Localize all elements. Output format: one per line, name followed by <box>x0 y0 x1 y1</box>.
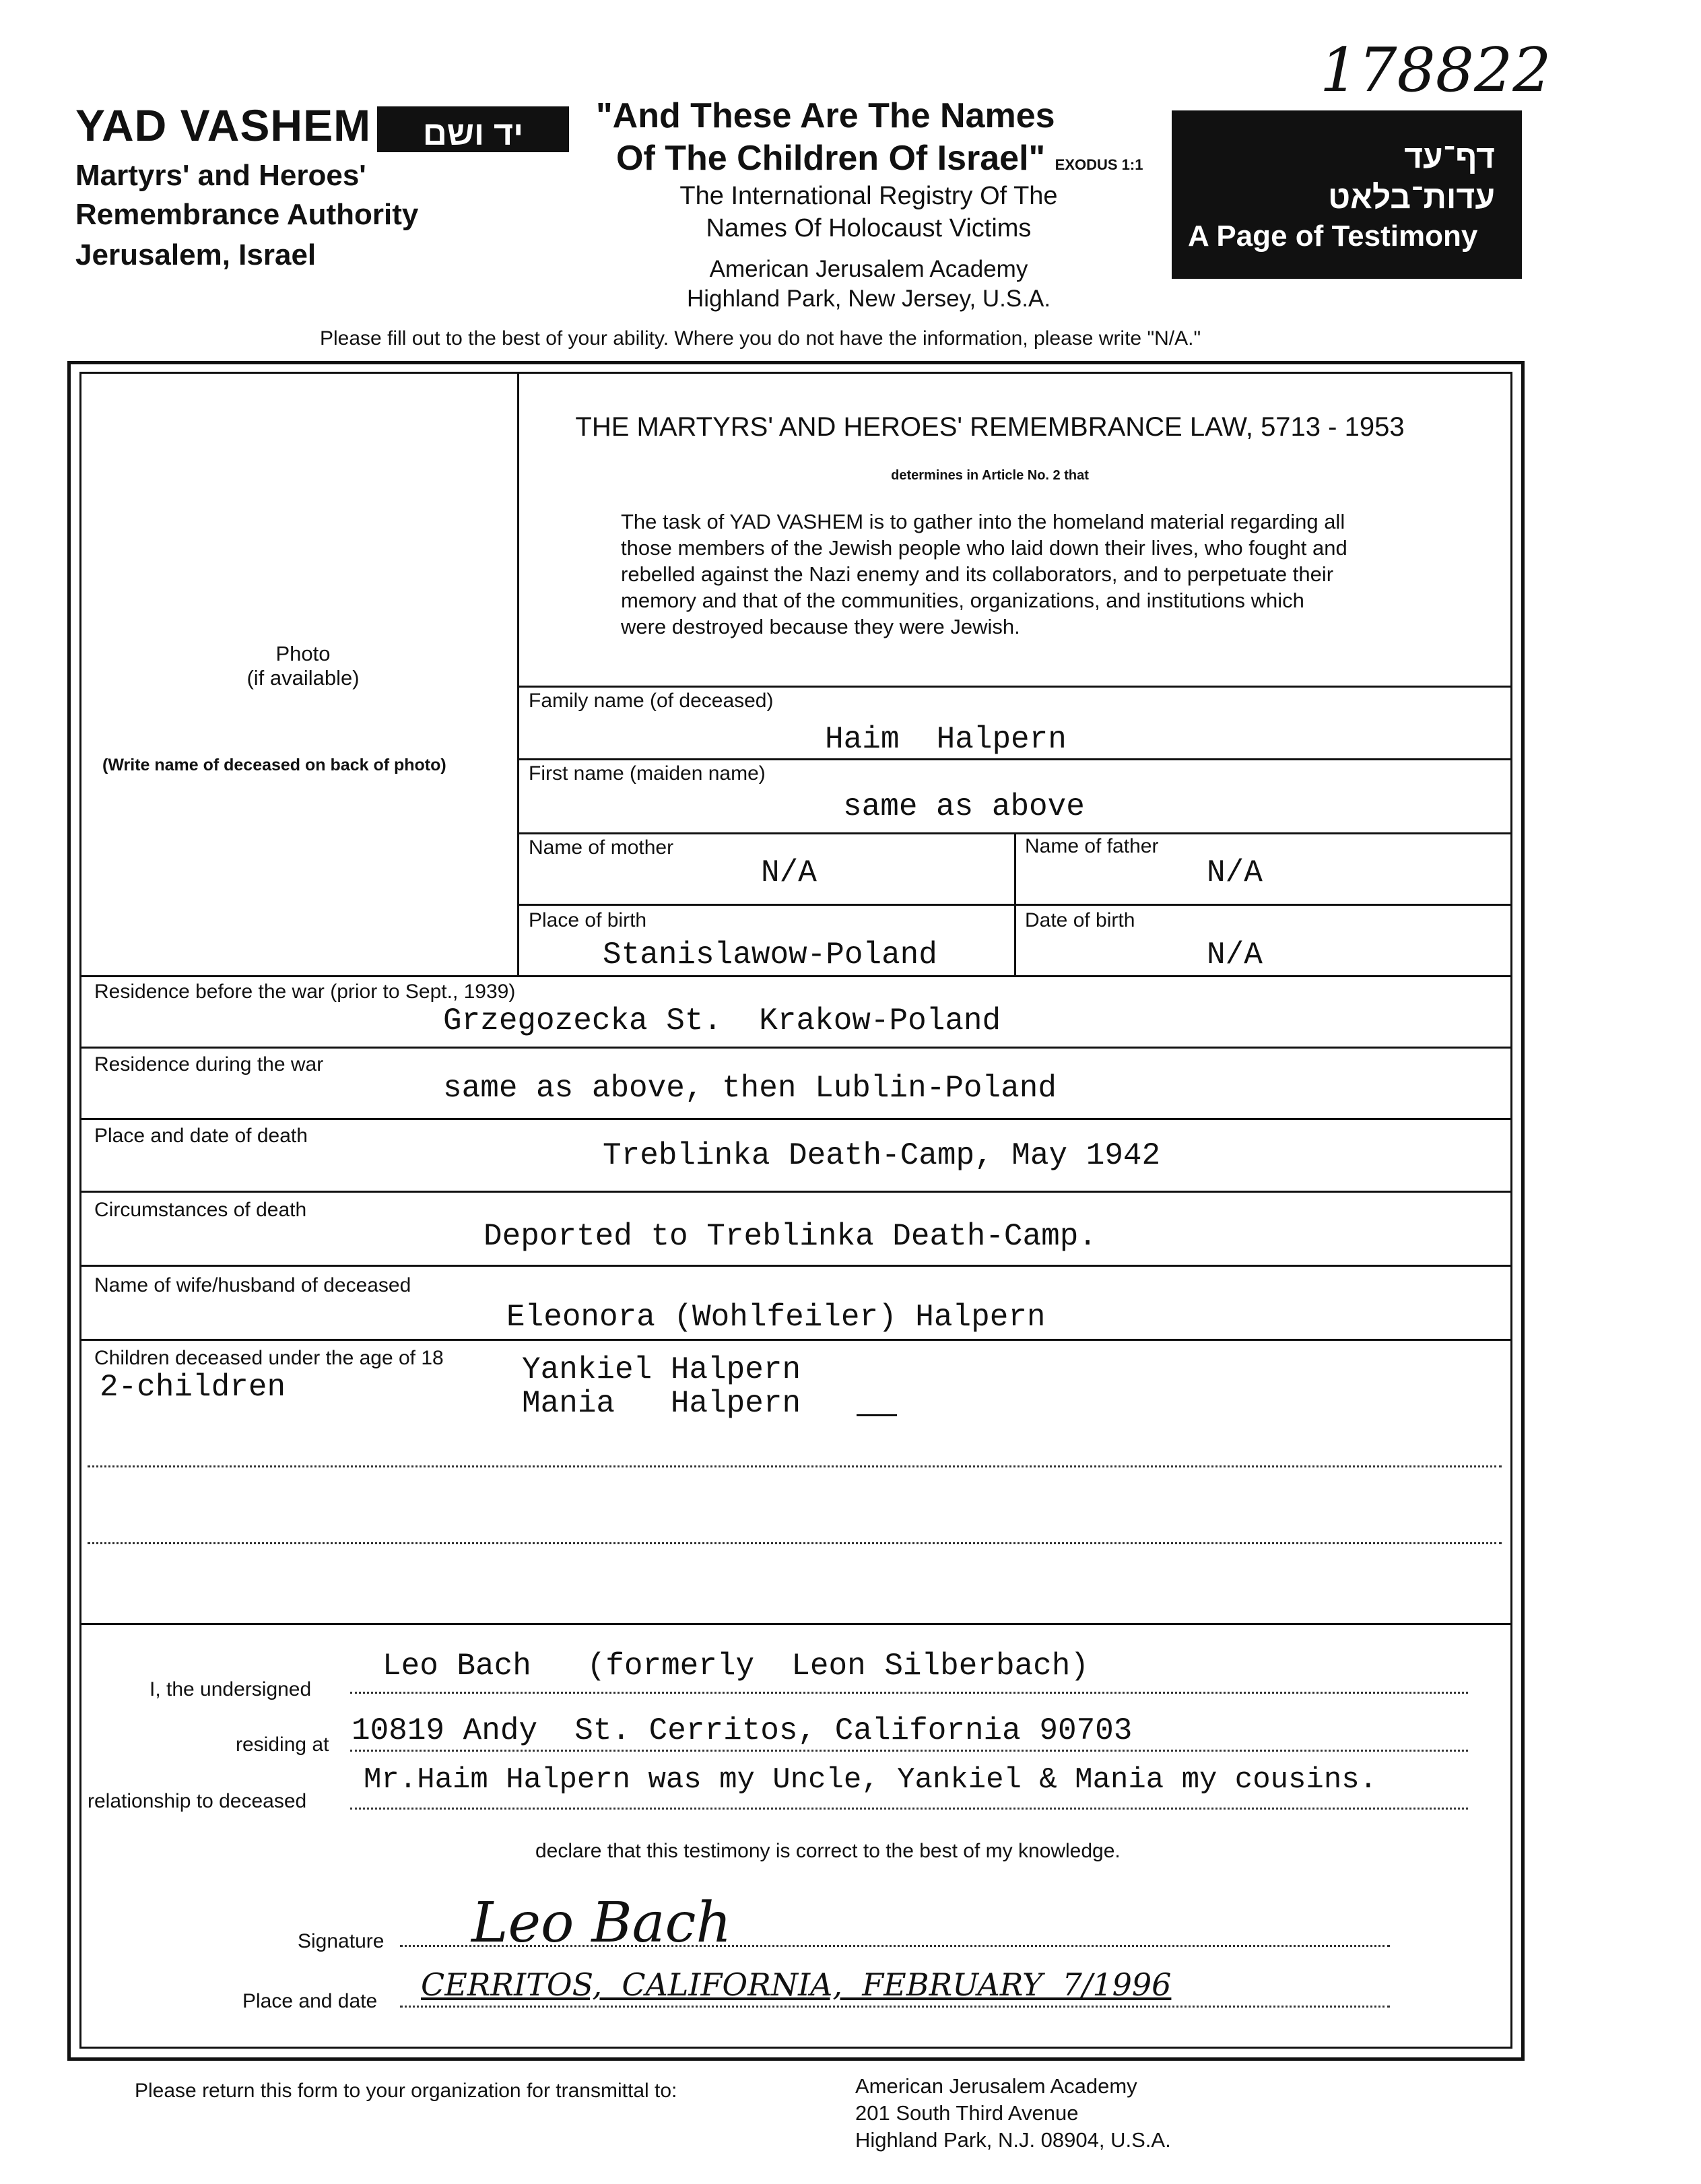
law-title: THE MARTYRS' AND HEROES' REMEMBRANCE LAW, 5713 - 1953 <box>575 412 1405 442</box>
father-name-value[interactable]: N/A <box>1207 855 1263 890</box>
residing-value[interactable]: 10819 Andy St. Cerritos, California 90703 <box>352 1713 1133 1748</box>
registry-line-2: Names Of Holocaust Victims <box>706 214 1032 242</box>
form-instructions: Please fill out to the best of your ability. Where you do not have the information, please write "N/A." <box>320 327 1201 350</box>
org-line-1: Martyrs' and Heroes' <box>75 159 366 192</box>
relationship-label: relationship to deceased <box>88 1790 307 1812</box>
testimony-title: A Page of Testimony <box>1188 220 1478 253</box>
return-address-line-3: Highland Park, N.J. 08904, U.S.A. <box>855 2128 1171 2152</box>
birthplace-label: Place of birth <box>529 909 647 931</box>
org-line-2: Remembrance Authority <box>75 198 419 231</box>
photo-label-line-1: Photo <box>275 642 331 665</box>
declaration-text: declare that this testimony is correct to the best of my knowledge. <box>535 1840 1121 1862</box>
row-line-residence-before <box>79 1047 1512 1049</box>
first-name-label: First name (maiden name) <box>529 762 766 785</box>
undersigned-label: I, the undersigned <box>149 1678 312 1700</box>
residence-before-label: Residence before the war (prior to Sept., 1939) <box>94 981 516 1003</box>
org-name: YAD VASHEM <box>75 100 372 150</box>
place-date-value[interactable]: CERRITOS, CALIFORNIA, FEBRUARY 7/1996 <box>421 1966 1172 2003</box>
testimony-hebrew-line-2: עדות־בלאט <box>1328 180 1495 216</box>
relationship-value[interactable]: Mr.Haim Halpern was my Uncle, Yankiel & Mania my cousins. <box>364 1763 1378 1797</box>
return-instructions: Please return this form to your organization for transmittal to: <box>135 2080 677 2102</box>
spouse-value[interactable]: Eleonora (Wohlfeiler) Halpern <box>506 1300 1046 1335</box>
children-label: Children deceased under the age of 18 <box>94 1347 444 1369</box>
handwritten-registry-number: 178822 <box>1320 35 1552 106</box>
row-line-parents <box>517 904 1512 906</box>
place-date-label: Place and date <box>242 1990 378 2012</box>
law-body <box>621 508 1442 640</box>
page-of-testimony-box <box>1172 110 1522 279</box>
child-2-value[interactable]: Mania Halpern <box>522 1386 801 1421</box>
row-line-circumstances <box>79 1265 1512 1267</box>
residence-during-label: Residence during the war <box>94 1053 324 1076</box>
return-address-line-2: 201 South Third Avenue <box>855 2101 1079 2125</box>
testimony-hebrew <box>1328 137 1495 218</box>
undersigned-dotted-line <box>350 1692 1468 1694</box>
photo-label-line-2: (if available) <box>246 666 360 690</box>
undersigned-value[interactable]: Leo Bach (formerly Leon Silberbach) <box>382 1649 1089 1684</box>
law-body-line: memory and that of the communities, organizations, and institutions which <box>621 589 1304 612</box>
law-subtitle: determines in Article No. 2 that <box>891 468 1089 483</box>
row-line-family <box>517 758 1512 760</box>
mother-name-label: Name of mother <box>529 836 674 859</box>
academy-line-1: American Jerusalem Academy <box>709 256 1028 282</box>
death-place-label: Place and date of death <box>94 1125 308 1147</box>
registry-line-1: The International Registry Of The <box>679 182 1058 210</box>
quote-line-2-text: Of The Children Of Israel" <box>616 139 1046 178</box>
quote-line-2 <box>616 138 1143 178</box>
residence-during-value[interactable]: same as above, then Lublin-Poland <box>443 1071 1057 1106</box>
row-line-law <box>517 686 1512 688</box>
circumstances-value[interactable]: Deported to Treblinka Death-Camp. <box>483 1219 1097 1254</box>
first-name-value[interactable]: same as above <box>843 789 1085 824</box>
child-1-value[interactable]: Yankiel Halpern <box>522 1352 801 1387</box>
return-address-line-1: American Jerusalem Academy <box>855 2074 1137 2098</box>
residence-before-value[interactable]: Grzegozecka St. Krakow-Poland <box>443 1003 1001 1038</box>
children-dotted-line-1 <box>88 1465 1502 1467</box>
birthdate-label: Date of birth <box>1025 909 1135 931</box>
photo-label <box>242 642 364 690</box>
law-body-line: were destroyed because they were Jewish. <box>621 615 1020 638</box>
father-name-label: Name of father <box>1025 835 1159 857</box>
quote-reference: EXODUS 1:1 <box>1055 156 1143 173</box>
residing-label: residing at <box>236 1733 329 1756</box>
birthdate-value[interactable]: N/A <box>1207 937 1263 972</box>
law-body-line: The task of YAD VASHEM is to gather into the homeland material regarding all <box>621 510 1345 533</box>
place-date-dotted-line <box>400 2006 1390 2008</box>
family-name-label: Family name (of deceased) <box>529 690 774 712</box>
signature-value[interactable]: Leo Bach <box>471 1891 732 1955</box>
death-place-value[interactable]: Treblinka Death-Camp, May 1942 <box>603 1138 1161 1173</box>
org-line-3: Jerusalem, Israel <box>75 238 316 271</box>
photo-divider <box>517 372 519 977</box>
row-line-children <box>79 1623 1512 1625</box>
residing-dotted-line <box>350 1750 1468 1752</box>
circumstances-label: Circumstances of death <box>94 1199 307 1221</box>
children-dotted-line-2 <box>88 1542 1502 1544</box>
return-address <box>855 2073 1171 2154</box>
org-hebrew-logo: יד ושם <box>377 106 569 152</box>
row-line-death-place <box>79 1191 1512 1193</box>
testimony-hebrew-line-1: דף־עד <box>1404 139 1495 175</box>
quote-line-1: "And These Are The Names <box>596 96 1055 135</box>
photo-note: (Write name of deceased on back of photo) <box>102 756 446 774</box>
children-count-value[interactable]: 2-children <box>100 1370 286 1405</box>
spouse-label: Name of wife/husband of deceased <box>94 1274 411 1296</box>
family-name-value[interactable]: Haim Halpern <box>825 722 1067 757</box>
signature-label: Signature <box>298 1930 385 1952</box>
academy-line-2: Highland Park, New Jersey, U.S.A. <box>686 286 1051 312</box>
mother-name-value[interactable]: N/A <box>761 855 817 890</box>
row-line-birth <box>79 975 1512 977</box>
relationship-dotted-line <box>350 1808 1468 1810</box>
child-2-dash <box>857 1414 897 1416</box>
law-body-line: rebelled against the Nazi enemy and its collaborators, and to perpetuate their <box>621 562 1334 586</box>
row-line-spouse <box>79 1339 1512 1341</box>
law-body-line: those members of the Jewish people who laid down their lives, who fought and <box>621 536 1347 560</box>
row-line-residence-during <box>79 1118 1512 1120</box>
birthplace-value[interactable]: Stanislawow-Poland <box>603 937 937 972</box>
